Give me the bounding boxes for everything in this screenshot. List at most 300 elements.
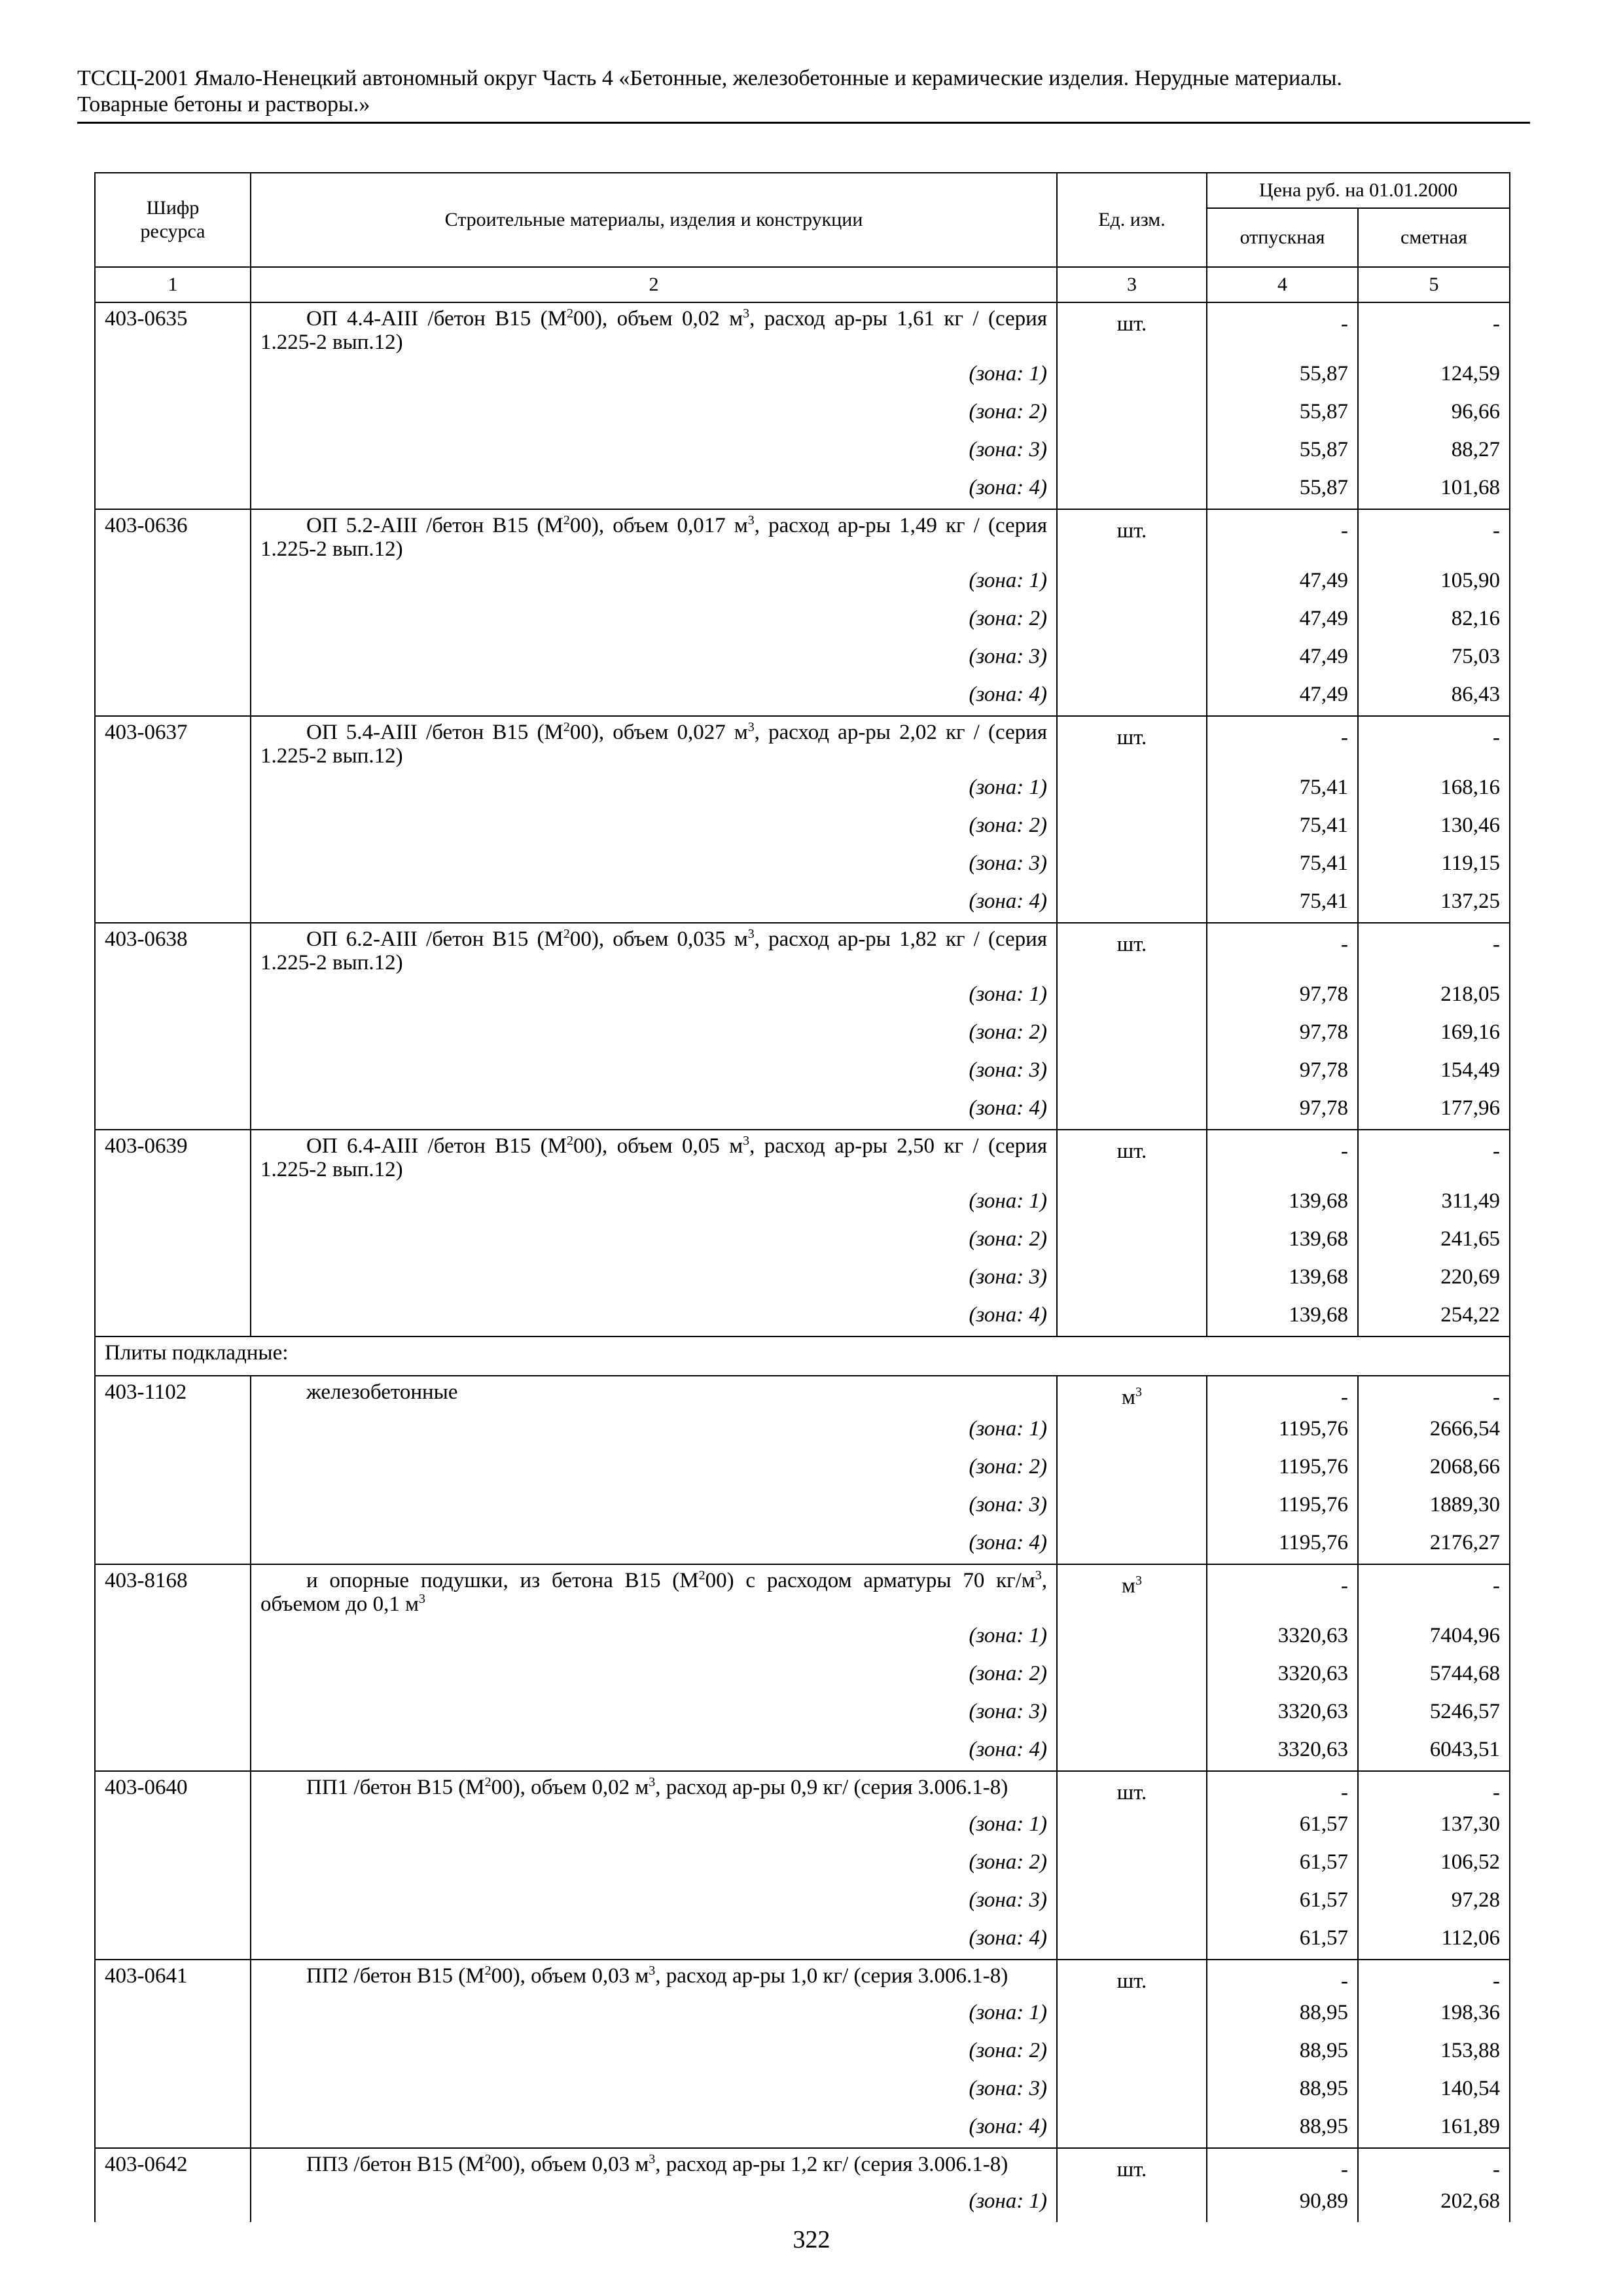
desc-part-a: ОП 4.4-АIII /бетон В15 (М	[306, 307, 567, 331]
zone-estimate-price: 86,43	[1358, 677, 1510, 716]
zone-release-price: 61,57	[1207, 1921, 1358, 1960]
unit-cell	[1057, 2148, 1207, 2184]
desc-part-a: и опорные подушки, из бетона В15 (М	[306, 1569, 699, 1592]
zone-label: (зона: 3)	[251, 1488, 1057, 1526]
zone-release-price: 139,68	[1207, 1260, 1358, 1298]
zone-row	[95, 1412, 1510, 1450]
zone-unit-cell	[1057, 1222, 1207, 1260]
item-row	[95, 923, 1510, 977]
zone-label: (зона: 1)	[251, 1184, 1057, 1222]
zone-label: (зона: 2)	[251, 808, 1057, 846]
zone-code-cell	[95, 808, 251, 846]
zone-code-cell	[95, 1412, 251, 1450]
zone-estimate-price: 254,22	[1358, 1298, 1510, 1336]
superscript-3: 3	[747, 927, 755, 941]
desc-part-a: ПП3 /бетон В15 (М	[306, 2153, 485, 2176]
zone-label: (зона: 3)	[251, 1695, 1057, 1732]
zone-unit-cell	[1057, 977, 1207, 1015]
estimate-price: -	[1358, 509, 1510, 564]
zone-row	[95, 395, 1510, 433]
zone-label: (зона: 3)	[251, 846, 1057, 884]
zone-label: (зона: 2)	[251, 1845, 1057, 1883]
zone-label: (зона: 1)	[251, 1412, 1057, 1450]
zone-row	[95, 1619, 1510, 1657]
zone-code-cell	[95, 433, 251, 471]
zone-label: (зона: 1)	[251, 977, 1057, 1015]
item-row	[95, 1771, 1510, 1807]
desc-part-a: ОП 6.4-АIII /бетон В15 (М	[306, 1134, 567, 1158]
desc-part-c: , расход ар-ры 2,50 кг / (серия 1.225-2 вып.12)	[260, 1134, 1047, 1181]
col-header-release: отпускная	[1207, 208, 1358, 267]
zone-unit-cell	[1057, 1412, 1207, 1450]
zone-release-price: 55,87	[1207, 433, 1358, 471]
release-price: -	[1207, 1564, 1358, 1619]
desc-part-c: , расход ар-ры 2,02 кг / (серия 1.225-2 вып.12)	[260, 721, 1048, 768]
zone-unit-cell	[1057, 639, 1207, 677]
zone-label: (зона: 4)	[251, 1091, 1057, 1130]
desc-part-b: 00), объем 0,017 м	[569, 514, 748, 537]
zone-estimate-price: 220,69	[1358, 1260, 1510, 1298]
group-cell	[95, 1336, 1510, 1376]
desc-part-b: 00), объем 0,03 м	[491, 2153, 649, 2176]
zone-release-price: 139,68	[1207, 1298, 1358, 1336]
resource-code: 403-0635	[95, 302, 251, 357]
zone-row	[95, 977, 1510, 1015]
estimate-price: -	[1358, 923, 1510, 977]
desc-part-c: , расход ар-ры 1,49 кг / (серия 1.225-2 вып.12)	[260, 514, 1048, 561]
zone-release-price: 3320,63	[1207, 1695, 1358, 1732]
col-header-price: Цена руб. на 01.01.2000	[1207, 173, 1510, 208]
superscript-3: 3	[649, 1964, 656, 1978]
zone-release-price: 3320,63	[1207, 1619, 1358, 1657]
col-number-1: 1	[95, 267, 251, 302]
superscript-2: 2	[698, 1568, 705, 1583]
col-number-2: 2	[251, 267, 1057, 302]
zone-release-price: 90,89	[1207, 2184, 1358, 2222]
zone-code-cell	[95, 884, 251, 923]
zone-estimate-price: 88,27	[1358, 433, 1510, 471]
zone-code-cell	[95, 2109, 251, 2148]
zone-unit-cell	[1057, 1450, 1207, 1488]
zone-row	[95, 2109, 1510, 2148]
zone-label: (зона: 4)	[251, 471, 1057, 509]
desc-part-a: железобетонные	[306, 1380, 458, 1404]
unit-cell	[1057, 1376, 1207, 1412]
zone-label: (зона: 4)	[251, 1298, 1057, 1336]
release-price: -	[1207, 1376, 1358, 1412]
superscript-3: 3	[419, 1592, 425, 1606]
desc-part-c: , объемом до 0,1 м	[260, 1569, 1047, 1616]
desc-part-c: , расход ар-ры 1,2 кг/ (серия 3.006.1-8)	[655, 2153, 1008, 2176]
zone-estimate-price: 82,16	[1358, 601, 1510, 639]
zone-row	[95, 1695, 1510, 1732]
resource-code: 403-0642	[95, 2148, 251, 2184]
zone-row	[95, 846, 1510, 884]
zone-label: (зона: 4)	[251, 1921, 1057, 1960]
zone-unit-cell	[1057, 2034, 1207, 2072]
zone-row	[95, 884, 1510, 923]
zone-unit-cell	[1057, 2109, 1207, 2148]
zone-release-price: 3320,63	[1207, 1732, 1358, 1771]
resource-code: 403-0639	[95, 1130, 251, 1184]
zone-row	[95, 639, 1510, 677]
zone-unit-cell	[1057, 1619, 1207, 1657]
zone-estimate-price: 153,88	[1358, 2034, 1510, 2072]
zone-code-cell	[95, 395, 251, 433]
zone-release-price: 75,41	[1207, 884, 1358, 923]
zone-unit-cell	[1057, 846, 1207, 884]
table-body	[95, 302, 1510, 2222]
zone-estimate-price: 96,66	[1358, 395, 1510, 433]
zone-estimate-price: 154,49	[1358, 1053, 1510, 1091]
unit-value: шт.	[1116, 933, 1147, 956]
desc-part-c: , расход ар-ры 1,82 кг / (серия 1.225-2 вып.12)	[260, 927, 1048, 975]
desc-part-a: ПП1 /бетон В15 (М	[306, 1776, 485, 1799]
zone-row	[95, 1845, 1510, 1883]
zone-row	[95, 1883, 1510, 1921]
zone-estimate-price: 177,96	[1358, 1091, 1510, 1130]
zone-estimate-price: 5744,68	[1358, 1657, 1510, 1695]
col-header-estimate: сметная	[1358, 208, 1510, 267]
zone-estimate-price: 7404,96	[1358, 1619, 1510, 1657]
unit-cell	[1057, 716, 1207, 770]
zone-label: (зона: 3)	[251, 1053, 1057, 1091]
resource-code: 403-0636	[95, 509, 251, 564]
unit-cell	[1057, 1564, 1207, 1619]
zone-estimate-price: 5246,57	[1358, 1695, 1510, 1732]
zone-code-cell	[95, 2184, 251, 2222]
zone-unit-cell	[1057, 1807, 1207, 1845]
zone-unit-cell	[1057, 1921, 1207, 1960]
zone-row	[95, 471, 1510, 509]
zone-unit-cell	[1057, 1526, 1207, 1564]
zone-unit-cell	[1057, 1298, 1207, 1336]
zone-row	[95, 677, 1510, 716]
zone-estimate-price: 198,36	[1358, 1996, 1510, 2034]
zone-code-cell	[95, 357, 251, 395]
item-description	[251, 1960, 1057, 1996]
item-row	[95, 1376, 1510, 1412]
item-description	[251, 923, 1057, 977]
zone-code-cell	[95, 1260, 251, 1298]
zone-unit-cell	[1057, 564, 1207, 601]
zone-code-cell	[95, 1015, 251, 1053]
zone-row	[95, 2184, 1510, 2222]
group-label: Плиты подкладные:	[105, 1341, 289, 1365]
zone-release-price: 47,49	[1207, 677, 1358, 716]
zone-row	[95, 1807, 1510, 1845]
zone-estimate-price: 2176,27	[1358, 1526, 1510, 1564]
zone-unit-cell	[1057, 1260, 1207, 1298]
item-row	[95, 1960, 1510, 1996]
zone-release-price: 1195,76	[1207, 1412, 1358, 1450]
zone-code-cell	[95, 1695, 251, 1732]
running-header	[77, 65, 1530, 118]
zone-unit-cell	[1057, 677, 1207, 716]
unit-superscript: 3	[1135, 1385, 1142, 1399]
desc-part-c: , расход ар-ры 0,9 кг/ (серия 3.006.1-8)	[655, 1776, 1008, 1799]
zone-code-cell	[95, 1526, 251, 1564]
zone-unit-cell	[1057, 1845, 1207, 1883]
unit-value: шт.	[1116, 519, 1147, 543]
item-description	[251, 1376, 1057, 1412]
estimate-price: -	[1358, 716, 1510, 770]
resource-code: 403-0641	[95, 1960, 251, 1996]
zone-row	[95, 357, 1510, 395]
superscript-3: 3	[743, 306, 750, 321]
zone-release-price: 139,68	[1207, 1222, 1358, 1260]
superscript-3: 3	[649, 2152, 656, 2166]
zone-code-cell	[95, 471, 251, 509]
zone-estimate-price: 106,52	[1358, 1845, 1510, 1883]
zone-code-cell	[95, 1921, 251, 1960]
zone-unit-cell	[1057, 1996, 1207, 2034]
zone-label: (зона: 4)	[251, 1732, 1057, 1771]
zone-estimate-price: 119,15	[1358, 846, 1510, 884]
zone-release-price: 3320,63	[1207, 1657, 1358, 1695]
item-description	[251, 716, 1057, 770]
release-price: -	[1207, 2148, 1358, 2184]
zone-release-price: 1195,76	[1207, 1526, 1358, 1564]
desc-part-b: 00), объем 0,035 м	[569, 927, 748, 951]
zone-row	[95, 1184, 1510, 1222]
item-row	[95, 1564, 1510, 1619]
zone-release-price: 139,68	[1207, 1184, 1358, 1222]
item-row	[95, 1130, 1510, 1184]
unit-value: шт.	[1116, 1781, 1147, 1804]
zone-estimate-price: 202,68	[1358, 2184, 1510, 2222]
zone-row	[95, 1526, 1510, 1564]
superscript-2: 2	[484, 1775, 491, 1789]
zone-label: (зона: 1)	[251, 564, 1057, 601]
zone-release-price: 55,87	[1207, 471, 1358, 509]
superscript-2: 2	[563, 720, 570, 734]
zone-estimate-price: 130,46	[1358, 808, 1510, 846]
col-number-4: 4	[1207, 267, 1358, 302]
zone-release-price: 97,78	[1207, 977, 1358, 1015]
zone-estimate-price: 168,16	[1358, 770, 1510, 808]
col-header-code: Шифр ресурса	[95, 173, 251, 267]
unit-value: шт.	[1116, 2158, 1147, 2181]
unit-cell	[1057, 1130, 1207, 1184]
header-line-2: Товарные бетоны и растворы.»	[77, 92, 370, 117]
zone-row	[95, 2034, 1510, 2072]
resource-code: 403-0640	[95, 1771, 251, 1807]
table-header	[95, 173, 1510, 302]
item-description	[251, 2148, 1057, 2184]
unit-superscript: 3	[1135, 1573, 1142, 1588]
unit-cell	[1057, 1960, 1207, 1996]
item-description	[251, 1564, 1057, 1619]
zone-estimate-price: 112,06	[1358, 1921, 1510, 1960]
col-number-3: 3	[1057, 267, 1207, 302]
superscript-3: 3	[1035, 1568, 1042, 1583]
zone-code-cell	[95, 1053, 251, 1091]
superscript-2: 2	[566, 306, 573, 321]
zone-label: (зона: 4)	[251, 1526, 1057, 1564]
zone-estimate-price: 137,25	[1358, 884, 1510, 923]
zone-label: (зона: 2)	[251, 1222, 1057, 1260]
zone-unit-cell	[1057, 1488, 1207, 1526]
item-description	[251, 509, 1057, 564]
resource-code: 403-8168	[95, 1564, 251, 1619]
zone-code-cell	[95, 639, 251, 677]
zone-label: (зона: 2)	[251, 2034, 1057, 2072]
zone-release-price: 55,87	[1207, 357, 1358, 395]
zone-unit-cell	[1057, 471, 1207, 509]
zone-release-price: 1195,76	[1207, 1488, 1358, 1526]
superscript-2: 2	[563, 513, 570, 528]
col-header-unit: Ед. изм.	[1057, 173, 1207, 267]
zone-estimate-price: 311,49	[1358, 1184, 1510, 1222]
zone-label: (зона: 2)	[251, 1450, 1057, 1488]
estimate-price: -	[1358, 1771, 1510, 1807]
zone-row	[95, 564, 1510, 601]
zone-row	[95, 2072, 1510, 2109]
zone-label: (зона: 1)	[251, 770, 1057, 808]
zone-release-price: 75,41	[1207, 808, 1358, 846]
zone-release-price: 55,87	[1207, 395, 1358, 433]
desc-part-b: 00), объем 0,05 м	[573, 1134, 743, 1158]
superscript-2: 2	[484, 2152, 491, 2166]
zone-estimate-price: 2666,54	[1358, 1412, 1510, 1450]
estimate-price: -	[1358, 2148, 1510, 2184]
item-description	[251, 1130, 1057, 1184]
zone-code-cell	[95, 846, 251, 884]
zone-release-price: 61,57	[1207, 1845, 1358, 1883]
desc-part-b: 00), объем 0,03 м	[491, 1964, 649, 1988]
zone-label: (зона: 4)	[251, 2109, 1057, 2148]
zone-row	[95, 770, 1510, 808]
zone-code-cell	[95, 1619, 251, 1657]
zone-release-price: 47,49	[1207, 601, 1358, 639]
zone-code-cell	[95, 1450, 251, 1488]
zone-row	[95, 1260, 1510, 1298]
zone-row	[95, 1996, 1510, 2034]
group-row	[95, 1336, 1510, 1376]
superscript-3: 3	[743, 1134, 750, 1148]
zone-code-cell	[95, 1091, 251, 1130]
zone-label: (зона: 2)	[251, 395, 1057, 433]
zone-code-cell	[95, 1488, 251, 1526]
superscript-3: 3	[747, 720, 755, 734]
desc-part-a: ПП2 /бетон В15 (М	[306, 1964, 485, 1988]
unit-value: шт.	[1116, 726, 1147, 749]
zone-estimate-price: 75,03	[1358, 639, 1510, 677]
zone-release-price: 61,57	[1207, 1807, 1358, 1845]
desc-part-b: 00), объем 0,02 м	[573, 307, 743, 331]
desc-part-a: ОП 5.2-АIII /бетон В15 (М	[306, 514, 563, 537]
zone-unit-cell	[1057, 1657, 1207, 1695]
zone-unit-cell	[1057, 1091, 1207, 1130]
zone-estimate-price: 6043,51	[1358, 1732, 1510, 1771]
price-table	[94, 172, 1510, 2222]
release-price: -	[1207, 1960, 1358, 1996]
zone-label: (зона: 3)	[251, 639, 1057, 677]
superscript-2: 2	[484, 1964, 491, 1978]
zone-unit-cell	[1057, 1015, 1207, 1053]
estimate-price: -	[1358, 1130, 1510, 1184]
zone-release-price: 75,41	[1207, 846, 1358, 884]
zone-code-cell	[95, 677, 251, 716]
zone-code-cell	[95, 601, 251, 639]
desc-part-b: 00), объем 0,02 м	[491, 1776, 649, 1799]
zone-label: (зона: 2)	[251, 601, 1057, 639]
zone-row	[95, 1450, 1510, 1488]
zone-release-price: 1195,76	[1207, 1450, 1358, 1488]
zone-code-cell	[95, 1222, 251, 1260]
zone-release-price: 88,95	[1207, 2109, 1358, 2148]
release-price: -	[1207, 923, 1358, 977]
estimate-price: -	[1358, 1564, 1510, 1619]
zone-code-cell	[95, 564, 251, 601]
zone-row	[95, 808, 1510, 846]
item-description	[251, 302, 1057, 357]
item-row	[95, 302, 1510, 357]
zone-label: (зона: 3)	[251, 1883, 1057, 1921]
zone-release-price: 88,95	[1207, 2072, 1358, 2109]
zone-release-price: 47,49	[1207, 639, 1358, 677]
release-price: -	[1207, 509, 1358, 564]
zone-code-cell	[95, 770, 251, 808]
col-number-5: 5	[1358, 267, 1510, 302]
header-line-1: ТССЦ-2001 Ямало-Ненецкий автономный округ Часть 4 «Бетонные, железобетонные и керамические изделия. Нерудные материалы.	[77, 66, 1342, 90]
zone-row	[95, 1091, 1510, 1130]
header-rule	[77, 122, 1530, 124]
zone-label: (зона: 4)	[251, 677, 1057, 716]
zone-estimate-price: 124,59	[1358, 357, 1510, 395]
zone-estimate-price: 140,54	[1358, 2072, 1510, 2109]
zone-unit-cell	[1057, 1695, 1207, 1732]
zone-release-price: 88,95	[1207, 1996, 1358, 2034]
zone-label: (зона: 3)	[251, 1260, 1057, 1298]
zone-code-cell	[95, 2072, 251, 2109]
estimate-price: -	[1358, 1376, 1510, 1412]
superscript-2: 2	[566, 1134, 573, 1148]
zone-row	[95, 1921, 1510, 1960]
zone-unit-cell	[1057, 808, 1207, 846]
page-number: 322	[793, 2226, 830, 2253]
desc-part-a: ОП 5.4-АIII /бетон В15 (М	[306, 721, 563, 744]
zone-unit-cell	[1057, 1732, 1207, 1771]
zone-estimate-price: 241,65	[1358, 1222, 1510, 1260]
zone-row	[95, 1488, 1510, 1526]
zone-estimate-price: 105,90	[1358, 564, 1510, 601]
resource-code: 403-0638	[95, 923, 251, 977]
zone-release-price: 61,57	[1207, 1883, 1358, 1921]
zone-unit-cell	[1057, 2184, 1207, 2222]
zone-unit-cell	[1057, 601, 1207, 639]
zone-label: (зона: 4)	[251, 884, 1057, 923]
zone-estimate-price: 2068,66	[1358, 1450, 1510, 1488]
zone-unit-cell	[1057, 884, 1207, 923]
zone-estimate-price: 101,68	[1358, 471, 1510, 509]
item-row	[95, 716, 1510, 770]
unit-cell	[1057, 1771, 1207, 1807]
unit-cell	[1057, 923, 1207, 977]
desc-part-b: 00) с расходом арматуры 70 кг/м	[705, 1569, 1035, 1592]
zone-code-cell	[95, 1845, 251, 1883]
zone-code-cell	[95, 1184, 251, 1222]
zone-code-cell	[95, 1732, 251, 1771]
zone-label: (зона: 1)	[251, 1619, 1057, 1657]
superscript-3: 3	[649, 1775, 656, 1789]
zone-code-cell	[95, 1657, 251, 1695]
zone-code-cell	[95, 1883, 251, 1921]
zone-code-cell	[95, 1996, 251, 2034]
zone-code-cell	[95, 1298, 251, 1336]
zone-code-cell	[95, 977, 251, 1015]
